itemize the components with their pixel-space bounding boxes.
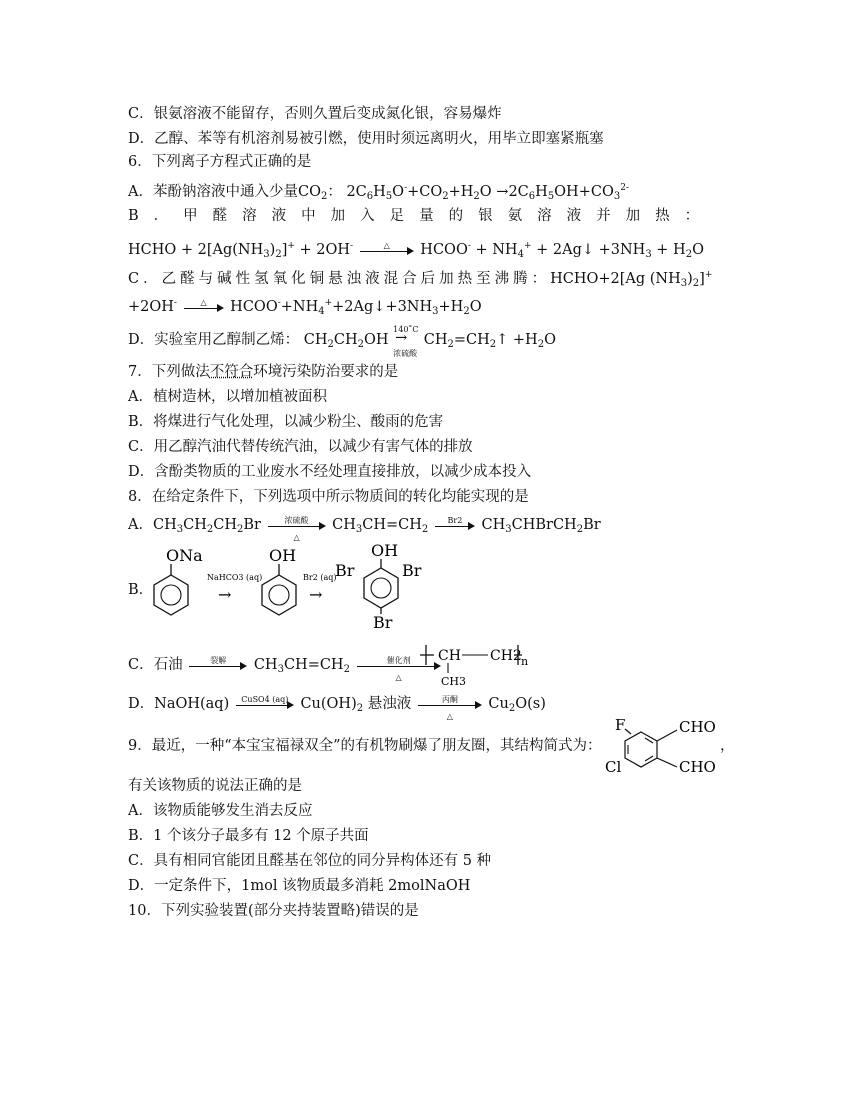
q8-option-d: D．NaOH(aq) CuSO4 (aq) $Cu(OH)_2$ 悬浊液 丙酮 △ $Cu_2O(s)$ [128,695,546,721]
heat-arrow: △ [184,299,224,313]
heat-arrow: △ [360,242,414,256]
q9-stem: 9．最近，一种“本宝宝福禄双全”的有机物刷爆了朋友圈，其结构简式为： [128,738,602,754]
q8b-reaction-scheme [145,542,435,630]
svg-text:F: F [615,716,626,734]
q8-stem: 8．在给定条件下，下列选项中所示物质间的转化均能实现的是 [128,489,529,505]
svg-text:OH: OH [269,546,297,565]
polypropylene-structure [418,641,528,687]
svg-text:CHO: CHO [679,758,716,774]
q5-option-d: D．乙醇、苯等有机溶剂易被引燃，使用时须远离明火，用毕立即塞紧瓶塞 [128,131,604,147]
q8-option-c: C．石油 裂解 $CH_3CH=CH_2$ 催化剂 △ [128,655,443,680]
svg-text:Cl: Cl [605,758,622,774]
q6-option-b: B．甲醛溶液中加入足量的银氨溶液并加热： [128,208,715,224]
q6c-equation-cont: +2OH- △ $HCOO^-+NH_4^++2Ag↓+3NH_3+H_2O$ [128,298,482,317]
q9-sub-stem: 有关该物质的说法正确的是 [128,778,302,794]
svg-text:Br: Br [335,561,355,580]
q8-option-a: A．$CH_3CH_2CH_2Br$ 浓硫酸 △ $CH_3CH=CH_2$ Br2 $CH_3CHBrCH_2Br$ [128,516,601,542]
q7-option-d: D．含酚类物质的工业废水不经处理直接排放，以减少成本投入 [128,464,532,480]
svg-text:OH: OH [371,542,399,560]
br2aq-condition: Br2 (aq) [303,573,337,582]
arrow: → [309,585,323,604]
q7-option-a: A．植树造林，以增加植被面积 [128,389,327,405]
arrow: → [218,585,232,604]
svg-text:CH: CH [438,648,461,664]
q6b-equation: HCHO + $2[Ag(NH_3)_2]^+ + 2OH^-$ △ HCOO- + $NH_4^+$ + 2Ag↓ $+3NH_3 + H_2O$ [128,241,704,260]
reaction-arrow: Br2 [435,517,475,531]
svg-text:Br: Br [402,561,422,580]
q7-option-b: B．将煤进行气化处理，以减少粉尘、酸雨的危害 [128,414,444,430]
q9-option-c: C．具有相同官能团且醛基在邻位的同分异构体还有 5 种 [128,853,492,869]
reaction-arrow: 丙酮 △ [418,696,482,710]
q6a-equation: $2C_6H_5O^-+CO_2+H_2O \to 2C_6H_5OH+CO_3^{2-}$ [346,183,629,202]
q6a-prefix: A．苯酚钠溶液中通入少量CO [128,184,321,200]
nahco3-condition: NaHCO3 (aq) [207,573,263,582]
sodium-phenoxide-structure [154,546,203,615]
q7-option-c: C．用乙醇汽油代替传统汽油，以减少有害气体的排放 [128,439,473,455]
svg-text:CHO: CHO [679,718,716,736]
phenol-structure [262,546,296,615]
conc-sulfuric-arrow: 140˚C → 浓硫酸 [393,325,419,358]
emphasis-dots: 不符合 [209,364,254,380]
q9-option-a: A．该物质能够发生消去反应 [128,803,313,819]
svg-text:CH3: CH3 [441,675,467,687]
q8-option-b-label: B． [128,582,154,598]
reaction-arrow: 裂解 [189,657,247,671]
svg-text:n: n [521,655,528,668]
q9-comma: ， [720,738,735,754]
q6-option-d: D．实验室用乙醇制乙烯： $CH_2CH_2OH$ 140˚C → 浓硫酸 $CH_2=CH_2↑ +H_2O$ [128,325,556,358]
q9-option-d: D．一定条件下，1mol 该物质最多消耗 2molNaOH [128,878,471,894]
q7-stem: 7．下列做法不符合环境污染防治要求的是 [128,364,399,380]
q6-stem: 6．下列离子方程式正确的是 [128,154,312,170]
tribromophenol-structure [335,542,422,630]
svg-text:CH2: CH2 [490,648,522,664]
reaction-arrow: 浓硫酸 △ [268,517,326,531]
q6-option-a: A．苯酚钠溶液中通入少量$CO_2$： $2C_6H_5O^-+CO_2+H_2O \to 2C_6H_5OH+CO_3^{2-}$ [128,183,629,202]
svg-text:ONa: ONa [166,546,203,565]
q9-option-b: B．1 个该分子最多有 12 个原子共面 [128,828,369,844]
q9-structure [603,716,727,774]
q6-option-c: C．乙醛与碱性氢氧化铜悬浊液混合后加热至沸腾：HCHO+2[Ag $(NH_3)_2]^+$ [128,270,713,289]
svg-text:Br: Br [373,613,393,630]
q5-option-c: C．银氨溶液不能留存，否则久置后变成氮化银，容易爆炸 [128,106,502,122]
reaction-arrow: CuSO4 (aq) [236,696,294,710]
reaction-arrow: 催化剂 △ [357,657,441,671]
q10-stem: 10．下列实验装置(部分夹持装置略)错误的是 [128,903,419,919]
